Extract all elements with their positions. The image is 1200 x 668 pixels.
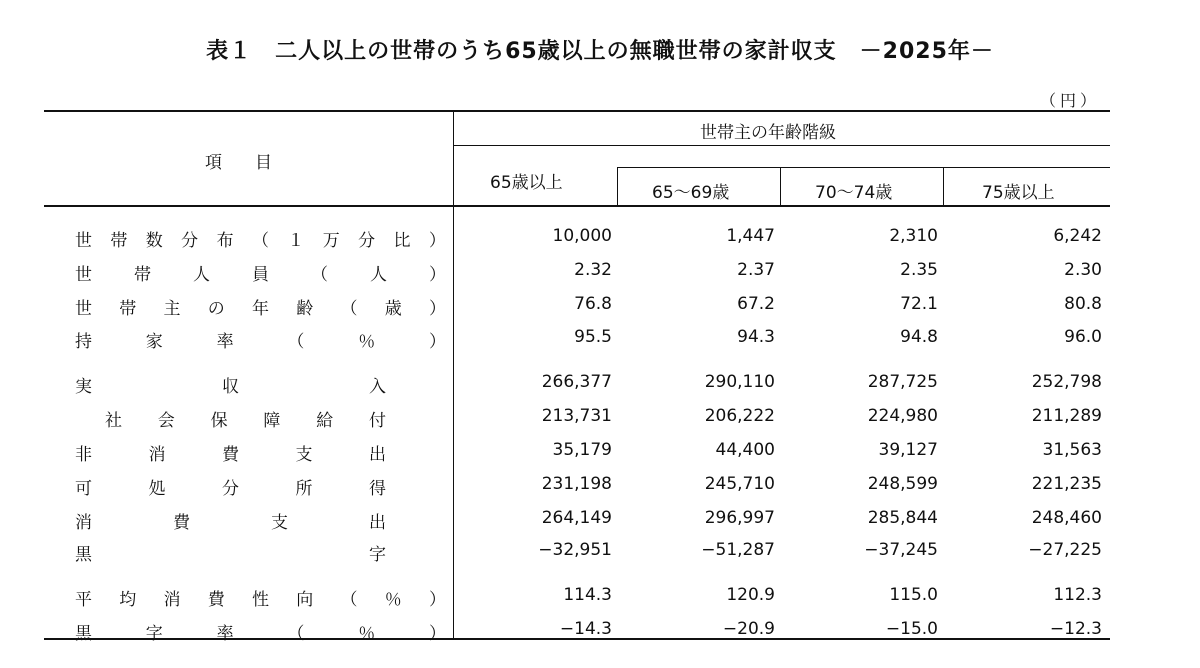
age-group-header: 世帯主の年齢階級 <box>700 123 836 143</box>
table-cell: 94.8 <box>900 327 938 347</box>
row-label-char: 率 <box>216 332 234 352</box>
row-label-char: （ <box>311 265 328 285</box>
row-label-char: 向 <box>296 590 314 610</box>
row-label <box>75 226 446 251</box>
table-cell: −51,287 <box>701 540 775 560</box>
row-label-char: 帯 <box>119 299 137 319</box>
row-label-char: 平 <box>75 590 92 610</box>
row-label-char: ） <box>428 624 446 644</box>
row-label-char: 均 <box>119 590 137 610</box>
row-label <box>105 406 386 431</box>
table-cell: 266,377 <box>541 372 612 392</box>
item-divider <box>453 110 454 640</box>
row-label-char: 帯 <box>134 265 151 285</box>
row-label-char: 世 <box>75 231 92 251</box>
table-cell: 264,149 <box>541 508 612 528</box>
row-label <box>75 327 446 352</box>
table-cell: 76.8 <box>574 294 612 314</box>
table-cell: 114.3 <box>563 585 612 605</box>
table-cell: 44,400 <box>715 440 775 460</box>
table-cell: −37,245 <box>864 540 938 560</box>
row-label-char: 布 <box>216 231 234 251</box>
row-label-char: 世 <box>75 299 92 319</box>
row-label-char: 世 <box>75 265 92 285</box>
table-cell: 231,198 <box>541 474 612 494</box>
row-label-char: 費 <box>173 513 190 533</box>
table-cell: 96.0 <box>1064 327 1102 347</box>
row-label-char: 性 <box>252 590 269 610</box>
table-cell: 1,447 <box>726 226 775 246</box>
table-cell: −12.3 <box>1049 619 1102 639</box>
row-label-char: 可 <box>75 479 92 499</box>
row-label-char: 障 <box>263 411 281 431</box>
table-cell: 252,798 <box>1031 372 1102 392</box>
row-label-char: （ <box>251 231 269 251</box>
table-cell: 285,844 <box>867 508 938 528</box>
row-label <box>75 585 446 610</box>
table-cell: 94.3 <box>737 327 775 347</box>
column-header: 75歳以上 <box>982 183 1055 203</box>
table-cell: 221,235 <box>1031 474 1102 494</box>
row-label-char: （ <box>287 332 305 352</box>
row-label-char: 分 <box>181 231 199 251</box>
row-label-char: 歳 <box>384 299 402 319</box>
row-label-char: （ <box>340 299 358 319</box>
row-label-char: ） <box>429 299 446 319</box>
row-label-char: 費 <box>222 445 239 465</box>
row-label-char: 支 <box>295 445 313 465</box>
row-label-char: 給 <box>316 411 334 431</box>
header-bottom-rule <box>44 205 1110 207</box>
table-cell: 72.1 <box>900 294 938 314</box>
row-label-char: の <box>207 299 225 319</box>
row-label-char: 齢 <box>296 299 314 319</box>
table-cell: 67.2 <box>737 294 775 314</box>
row-label-char: 員 <box>252 265 269 285</box>
row-label-char: ） <box>429 590 446 610</box>
column-header: 65歳以上 <box>490 173 563 193</box>
table-cell: 115.0 <box>889 585 938 605</box>
row-label-char: 非 <box>75 445 92 465</box>
table-cell: 245,710 <box>704 474 775 494</box>
table-cell: 95.5 <box>574 327 612 347</box>
row-label-char: １ <box>287 231 305 251</box>
row-label-char: 出 <box>369 513 386 533</box>
table-cell: 248,460 <box>1031 508 1102 528</box>
row-label-char: ） <box>428 332 446 352</box>
row-label-char: 率 <box>216 624 234 644</box>
row-label-char: 会 <box>157 411 175 431</box>
row-label-char: 万 <box>322 231 340 251</box>
table-cell: −15.0 <box>885 619 938 639</box>
row-label <box>75 294 446 319</box>
table-title: 表１ 二人以上の世帯のうち65歳以上の無職世帯の家計収支 －2025年－ <box>206 39 994 64</box>
row-label-char: 保 <box>210 411 228 431</box>
row-label-char: 分 <box>358 231 376 251</box>
table-cell: 120.9 <box>726 585 775 605</box>
row-label-char: ％ <box>358 332 376 352</box>
row-label-char: ％ <box>358 624 376 644</box>
column-header: 65～69歳 <box>652 183 730 203</box>
table-cell: 287,725 <box>867 372 938 392</box>
row-label-char: 数 <box>145 231 163 251</box>
table-cell: 2.37 <box>737 260 775 280</box>
row-label-char: ） <box>429 265 446 285</box>
table-cell: 80.8 <box>1064 294 1102 314</box>
table-cell: 6,242 <box>1053 226 1102 246</box>
row-label-char: 比 <box>393 231 411 251</box>
row-label-char: （ <box>340 590 358 610</box>
table-cell: 213,731 <box>541 406 612 426</box>
row-label-char: 実 <box>75 377 92 397</box>
row-label-char: 付 <box>368 411 386 431</box>
table-cell: 224,980 <box>867 406 938 426</box>
row-label-char: 消 <box>148 445 166 465</box>
row-label-char: 主 <box>163 299 181 319</box>
col-divider-1 <box>617 167 618 205</box>
row-label <box>75 372 386 397</box>
row-label-char: 費 <box>207 590 225 610</box>
row-label-char: 年 <box>252 299 269 319</box>
table-cell: 2.35 <box>900 260 938 280</box>
row-label-char: 得 <box>369 479 386 499</box>
row-label-char: 字 <box>145 624 163 644</box>
row-label-char: 入 <box>369 377 386 397</box>
unit-label: （円） <box>1040 91 1101 110</box>
row-label <box>75 508 386 533</box>
top-rule <box>44 110 1110 112</box>
table-cell: 296,997 <box>704 508 775 528</box>
group-rule <box>454 145 1110 146</box>
col-divider-3 <box>943 167 944 205</box>
table-cell: −32,951 <box>538 540 612 560</box>
column-header: 70～74歳 <box>815 183 893 203</box>
row-label-char: 持 <box>75 332 92 352</box>
row-label-char: 帯 <box>110 231 128 251</box>
row-label <box>75 260 446 285</box>
table-cell: 35,179 <box>552 440 612 460</box>
table-cell: 290,110 <box>704 372 775 392</box>
row-label-char: 黒 <box>75 545 92 565</box>
row-label-char: ） <box>428 231 446 251</box>
row-label-char: 収 <box>222 377 239 397</box>
row-label-char: 所 <box>295 479 313 499</box>
table-cell: 39,127 <box>878 440 938 460</box>
row-label-char: 社 <box>105 411 122 431</box>
row-label-char: 出 <box>369 445 386 465</box>
row-label <box>75 474 386 499</box>
row-label-char: 人 <box>370 265 387 285</box>
row-label-char: 黒 <box>75 624 92 644</box>
row-label <box>75 540 386 565</box>
row-label-char: 分 <box>222 479 239 499</box>
table-cell: −27,225 <box>1028 540 1102 560</box>
table-cell: 31,563 <box>1042 440 1102 460</box>
table-cell: 112.3 <box>1053 585 1102 605</box>
table-cell: −14.3 <box>559 619 612 639</box>
table-cell: 2.32 <box>574 260 612 280</box>
table-cell: 10,000 <box>552 226 612 246</box>
row-label-char: 家 <box>145 332 163 352</box>
row-label-char: 消 <box>75 513 92 533</box>
table-cell: 211,289 <box>1031 406 1102 426</box>
row-label-char: （ <box>287 624 305 644</box>
subgroup-rule <box>617 167 1110 168</box>
row-label-char: ％ <box>384 590 402 610</box>
row-label-char: 処 <box>148 479 166 499</box>
col-divider-2 <box>780 167 781 205</box>
table-cell: 2.30 <box>1064 260 1102 280</box>
row-label <box>75 440 386 465</box>
row-label-char: 消 <box>163 590 181 610</box>
item-header: 項 目 <box>205 153 280 173</box>
row-label-char: 支 <box>271 513 288 533</box>
table-cell: 206,222 <box>704 406 775 426</box>
table-cell: −20.9 <box>722 619 775 639</box>
row-label <box>75 619 446 644</box>
table-cell: 2,310 <box>889 226 938 246</box>
table-cell: 248,599 <box>867 474 938 494</box>
row-label-char: 字 <box>369 545 386 565</box>
row-label-char: 人 <box>193 265 210 285</box>
